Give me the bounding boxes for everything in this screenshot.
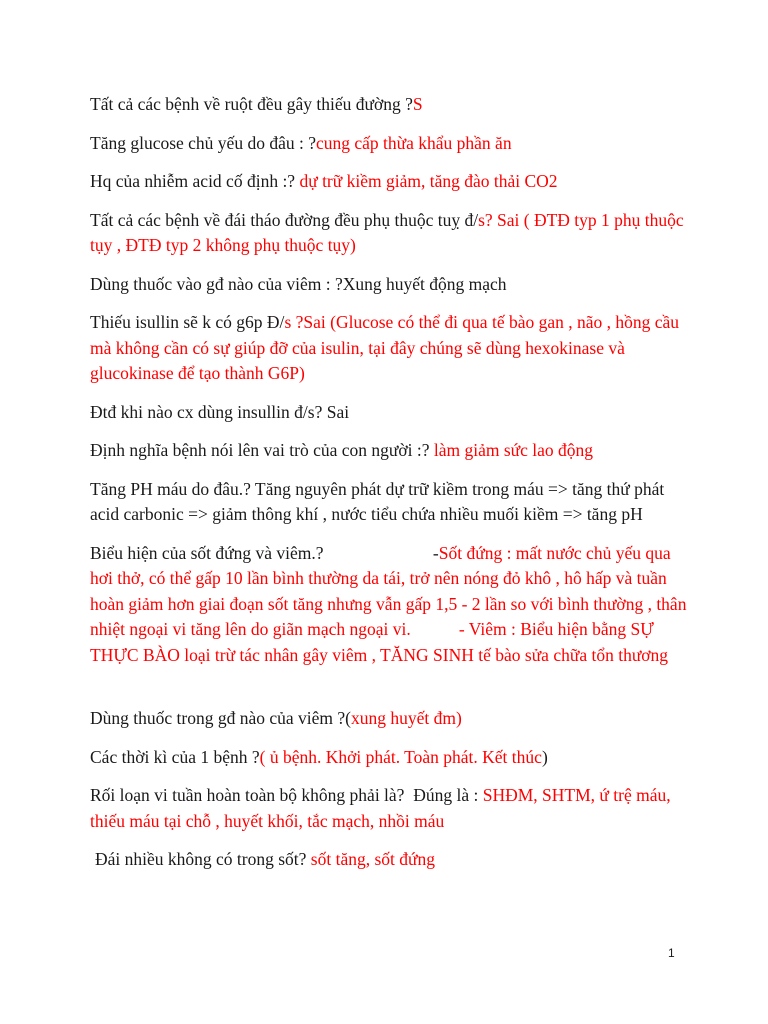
question-paragraph (90, 541, 690, 669)
document-body (90, 92, 690, 886)
answer-text: cung cấp thừa khẩu phần ăn (315, 132, 512, 153)
question-paragraph (90, 438, 690, 464)
question-text: Dùng thuốc trong gđ nào của viêm ?( (90, 708, 351, 728)
page-number: 1 (668, 946, 675, 960)
answer-text: làm giảm sức lao động (433, 440, 594, 460)
question-text: Đái nhiều không có trong sốt? (95, 849, 311, 869)
question-text: Định nghĩa bệnh nói lên vai trò của con người :? (90, 440, 434, 460)
answer-text: xung huyết đm) (350, 708, 462, 728)
question-text: Tất cả các bệnh về đái tháo đường đều phụ thuộc tuỵ đ/ (90, 209, 479, 230)
answer-text: dự trữ kiềm giảm, tăng đào thải CO2 (299, 171, 558, 191)
question-paragraph (90, 706, 690, 732)
answer-text: sốt tăng, sốt đứng (310, 849, 436, 869)
question-paragraph (90, 477, 690, 528)
question-paragraph (90, 745, 690, 771)
question-text: Đtđ khi nào cx dùng insullin đ/s? Sai (90, 401, 350, 422)
question-paragraph (90, 272, 690, 298)
answer-text: s? Sai ( ĐTĐ typ 1 phụ thuộc tụy , ĐTĐ typ 2 không phụ thuộc tụy) (90, 209, 689, 255)
question-text: Thiếu isullin sẽ k có g6p Đ/ (90, 312, 285, 332)
question-text: Tăng PH máu do đâu.? Tăng nguyên phát dự trữ kiềm trong máu => tăng thứ phát acid carbonic => giảm thông khí , nước tiểu chứa nhiều muối kiềm => tăng pH (90, 478, 669, 524)
question-text: Tất cả các bệnh về ruột đều gây thiếu đường ? (90, 94, 413, 114)
question-paragraph (90, 310, 690, 387)
question-text: Hq của nhiễm acid cố định :? (90, 171, 300, 191)
answer-text: S (412, 94, 423, 114)
question-paragraph (90, 847, 690, 873)
answer-text: SHĐM, SHTM, ứ trệ máu, thiếu máu tại chỗ , huyết khối, tắc mạch, nhồi máu (90, 785, 675, 831)
question-paragraph (90, 131, 690, 157)
blank-line (90, 681, 690, 706)
question-text: Dùng thuốc vào gđ nào của viêm : ?Xung huyết động mạch (90, 273, 507, 294)
question-text: Biểu hiện của sốt đứng và viêm.? - (90, 542, 439, 563)
answer-text: ( ủ bệnh. Khởi phát. Toàn phát. Kết thúc (259, 746, 542, 767)
question-text: Tăng glucose chủ yếu do đâu : ? (90, 132, 316, 153)
answer-text: Sốt đứng : mất nước chủ yếu qua hơi thở, có thể gấp 10 lần bình thường da tái, trở nên nóng đỏ khô , hô hấp và tuần hoàn giảm hơn giai đoạn sốt tăng nhưng vẫn gấp 1,5 - 2 lần so với bình thường , thân nhiệt ngoại vi tăng lên do giãn mạch ngoại vi. - Viêm : Biểu hiện bằng SỰ THỰC BÀO loại trừ tác nhân gây viêm , TĂNG SINH tế bào sửa chữa tổn thương (90, 542, 691, 665)
question-paragraph (90, 208, 690, 259)
question-text: Các thời kì của 1 bệnh ? (90, 746, 260, 767)
question-text: ) (541, 746, 548, 767)
question-paragraph (90, 169, 690, 195)
question-paragraph (90, 400, 690, 426)
question-paragraph (90, 92, 690, 118)
question-text: Rối loạn vi tuần hoàn toàn bộ không phải là? Đúng là : (90, 785, 483, 805)
question-paragraph (90, 783, 690, 834)
answer-text: s ?Sai (Glucose có thể đi qua tế bào gan , não , hồng cầu mà không cần có sự giúp đỡ của isulin, tại đây chúng sẽ dùng hexokinase và glucokinase để tạo thành G6P) (90, 312, 684, 383)
